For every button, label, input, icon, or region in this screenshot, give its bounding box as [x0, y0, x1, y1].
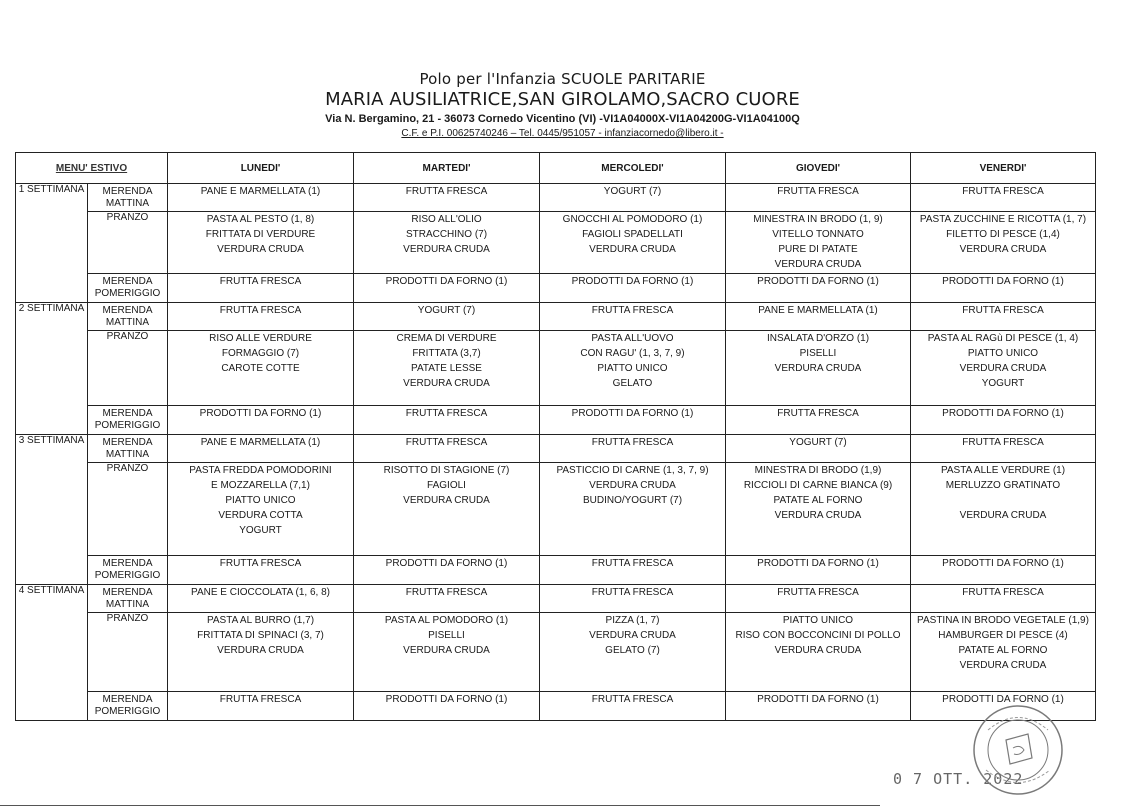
- menu-cell: [540, 406, 726, 435]
- dish: FRITTATA DI VERDURE: [205, 229, 316, 240]
- menu-cell: [168, 406, 354, 435]
- dish: FRUTTA FRESCA: [405, 186, 488, 197]
- dish: PASTICCIO DI CARNE (1, 3, 7, 9): [556, 465, 709, 476]
- menu-cell: [354, 556, 540, 585]
- dish: PASTA ZUCCHINE E RICOTTA (1, 7): [919, 214, 1087, 225]
- merenda-mattina-row: [16, 435, 1096, 463]
- menu-cell: [726, 406, 911, 435]
- menu-cell: [354, 463, 540, 556]
- dish: PRODOTTI DA FORNO (1): [571, 408, 694, 419]
- dish: PASTA ALLE VERDURE (1): [940, 465, 1066, 476]
- dish: PASTA FREDDA POMODORINI: [189, 465, 332, 476]
- dish: RICCIOLI DI CARNE BIANCA (9): [743, 480, 893, 491]
- dish: PISELLI: [428, 630, 465, 641]
- dish: FRITTATA (3,7): [412, 348, 481, 359]
- dish: PATATE LESSE: [411, 363, 482, 374]
- dish: VERDURA CRUDA: [403, 244, 490, 255]
- dish: PASTA AL RAGù DI PESCE (1, 4): [927, 333, 1079, 344]
- menu-cell: [726, 556, 911, 585]
- day-header: MERCOLEDI': [540, 153, 726, 184]
- menu-cell: [726, 274, 911, 303]
- dish: CAROTE COTTE: [221, 363, 300, 374]
- dish: FILETTO DI PESCE (1,4): [946, 229, 1060, 240]
- day-header: MARTEDI': [354, 153, 540, 184]
- dish: PRODOTTI DA FORNO (1): [757, 558, 879, 569]
- header-line-2: MARIA AUSILIATRICE,SAN GIROLAMO,SACRO CUORE: [325, 89, 800, 110]
- menu-cell: [168, 463, 354, 556]
- merenda-pomeriggio-row: [16, 274, 1096, 303]
- dish: GELATO (7): [605, 645, 660, 656]
- week-label: 4 SETTIMANA: [16, 585, 88, 721]
- pranzo-row: [16, 212, 1096, 274]
- menu-cell: [911, 585, 1096, 613]
- menu-cell: [911, 435, 1096, 463]
- menu-cell: [540, 274, 726, 303]
- menu-cell: [726, 585, 911, 613]
- dish: RISO CON BOCCONCINI DI POLLO: [735, 630, 901, 641]
- dish: PANE E MARMELLATA (1): [200, 437, 321, 448]
- received-date-stamp: 0 7 OTT. 2022: [893, 770, 1024, 788]
- meal-label-merenda-mattina: MERENDA MATTINA: [88, 184, 168, 212]
- menu-cell: [911, 406, 1096, 435]
- dish: CON RAGU' (1, 3, 7, 9): [580, 348, 685, 359]
- menu-cell: [540, 613, 726, 692]
- menu-cell: [354, 613, 540, 692]
- dish: PASTA AL PESTO (1, 8): [206, 214, 315, 225]
- dish: VERDURA CRUDA: [774, 259, 862, 270]
- dish: RISO ALLE VERDURE: [209, 333, 312, 344]
- dish: PASTA AL POMODORO (1): [384, 615, 509, 626]
- dish: FRUTTA FRESCA: [962, 587, 1044, 598]
- dish: PATATE AL FORNO: [773, 495, 863, 506]
- dish: YOGURT: [981, 378, 1025, 389]
- dish: VERDURA CRUDA: [774, 363, 862, 374]
- menu-cell: [354, 585, 540, 613]
- dish: PIATTO UNICO: [225, 495, 296, 506]
- menu-cell: [540, 212, 726, 274]
- dish: FRUTTA FRESCA: [591, 558, 674, 569]
- dish: FAGIOLI: [427, 480, 466, 491]
- menu-cell: [168, 613, 354, 692]
- dish: PATATE AL FORNO: [958, 645, 1048, 656]
- dish: [911, 493, 1095, 508]
- menu-cell: [540, 692, 726, 721]
- dish: FAGIOLI SPADELLATI: [582, 229, 683, 240]
- dish: VERDURA CRUDA: [217, 244, 304, 255]
- meal-label-merenda-mattina: MERENDA MATTINA: [88, 435, 168, 463]
- meal-label-pranzo: PRANZO: [88, 331, 168, 406]
- menu-cell: [354, 184, 540, 212]
- meal-label-merenda-pomeriggio: MERENDA POMERIGGIO: [88, 556, 168, 585]
- dish: VERDURA CRUDA: [774, 645, 862, 656]
- menu-cell: [354, 435, 540, 463]
- dish: FRUTTA FRESCA: [591, 694, 674, 705]
- dish: VERDURA CRUDA: [403, 495, 490, 506]
- dish: MINESTRA DI BRODO (1,9): [754, 465, 882, 476]
- dish: PRODOTTI DA FORNO (1): [385, 694, 508, 705]
- menu-cell: [168, 435, 354, 463]
- dish: PASTA ALL'UOVO: [591, 333, 674, 344]
- dish: PIZZA (1, 7): [605, 615, 660, 626]
- dish: E MOZZARELLA (7,1): [211, 480, 310, 491]
- dish: PRODOTTI DA FORNO (1): [571, 276, 694, 287]
- dish: FRUTTA FRESCA: [405, 587, 488, 598]
- dish: RISO ALL'OLIO: [411, 214, 482, 225]
- dish: FRUTTA FRESCA: [777, 186, 859, 197]
- meal-label-pranzo: PRANZO: [88, 613, 168, 692]
- dish: YOGURT (7): [417, 305, 476, 316]
- dish: FRUTTA FRESCA: [962, 305, 1044, 316]
- header-line-1: Polo per l'Infanzia SCUOLE PARITARIE: [419, 70, 706, 88]
- menu-cell: [540, 463, 726, 556]
- dish: FRUTTA FRESCA: [591, 437, 674, 448]
- menu-cell: [911, 463, 1096, 556]
- menu-cell: [168, 585, 354, 613]
- dish: FRUTTA FRESCA: [219, 694, 302, 705]
- dish: PRODOTTI DA FORNO (1): [942, 408, 1064, 419]
- pranzo-row: [16, 613, 1096, 692]
- menu-cell: [168, 274, 354, 303]
- dish: RISOTTO DI STAGIONE (7): [383, 465, 510, 476]
- dish: FRUTTA FRESCA: [219, 558, 302, 569]
- menu-cell: [354, 331, 540, 406]
- dish: FRUTTA FRESCA: [962, 186, 1044, 197]
- menu-cell: [540, 585, 726, 613]
- merenda-mattina-row: [16, 303, 1096, 331]
- dish: PRODOTTI DA FORNO (1): [942, 694, 1064, 705]
- merenda-pomeriggio-row: [16, 556, 1096, 585]
- merenda-pomeriggio-row: [16, 692, 1096, 721]
- day-header: GIOVEDI': [726, 153, 911, 184]
- dish: FRUTTA FRESCA: [591, 305, 674, 316]
- dish: FRUTTA FRESCA: [777, 587, 859, 598]
- dish: PIATTO UNICO: [597, 363, 668, 374]
- meal-label-pranzo: PRANZO: [88, 463, 168, 556]
- meal-label-merenda-pomeriggio: MERENDA POMERIGGIO: [88, 274, 168, 303]
- dish: YOGURT (7): [603, 186, 662, 197]
- menu-cell: [911, 184, 1096, 212]
- menu-cell: [911, 212, 1096, 274]
- dish: VERDURA CRUDA: [589, 630, 676, 641]
- dish: PIATTO UNICO: [782, 615, 854, 626]
- dish: MERLUZZO GRATINATO: [945, 480, 1061, 491]
- dish: FRITTATA DI SPINACI (3, 7): [197, 630, 324, 641]
- menu-cell: [168, 212, 354, 274]
- pranzo-row: [16, 331, 1096, 406]
- dish: VERDURA CRUDA: [959, 363, 1047, 374]
- dish: FRUTTA FRESCA: [962, 437, 1044, 448]
- dish: FRUTTA FRESCA: [777, 408, 859, 419]
- dish: FRUTTA FRESCA: [219, 276, 302, 287]
- official-seal: [968, 700, 1068, 800]
- menu-cell: [354, 274, 540, 303]
- menu-cell: [168, 303, 354, 331]
- week-label: 2 SETTIMANA: [16, 303, 88, 435]
- menu-cell: [540, 435, 726, 463]
- meal-label-merenda-mattina: MERENDA MATTINA: [88, 303, 168, 331]
- menu-cell: [354, 303, 540, 331]
- menu-cell: [168, 556, 354, 585]
- meal-label-merenda-pomeriggio: MERENDA POMERIGGIO: [88, 692, 168, 721]
- menu-cell: [911, 303, 1096, 331]
- header-contacts: C.F. e P.I. 00625740246 – Tel. 0445/951057 - infanziacornedo@libero.it -: [401, 128, 724, 139]
- menu-cell: [540, 303, 726, 331]
- menu-cell: [726, 212, 911, 274]
- dish: PURE DI PATATE: [778, 244, 858, 255]
- menu-cell: [726, 303, 911, 331]
- dish: VITELLO TONNATO: [772, 229, 864, 240]
- merenda-mattina-row: [16, 585, 1096, 613]
- pranzo-row: [16, 463, 1096, 556]
- dish: PASTINA IN BRODO VEGETALE (1,9): [917, 615, 1089, 626]
- menu-cell: [168, 184, 354, 212]
- dish: VERDURA CRUDA: [403, 645, 490, 656]
- week-label: 3 SETTIMANA: [16, 435, 88, 585]
- menu-cell: [911, 556, 1096, 585]
- dish: FORMAGGIO (7): [221, 348, 300, 359]
- merenda-pomeriggio-row: [16, 406, 1096, 435]
- header-address: Via N. Bergamino, 21 - 36073 Cornedo Vicentino (VI) -VI1A04000X-VI1A04200G-VI1A04100Q: [325, 113, 800, 125]
- dish: PRODOTTI DA FORNO (1): [385, 276, 508, 287]
- dish: PISELLI: [799, 348, 837, 359]
- dish: FRUTTA FRESCA: [591, 587, 674, 598]
- menu-cell: [911, 331, 1096, 406]
- dish: FRUTTA FRESCA: [405, 408, 488, 419]
- menu-cell: [168, 331, 354, 406]
- day-header: LUNEDI': [168, 153, 354, 184]
- dish: VERDURA CRUDA: [959, 244, 1047, 255]
- dish: PANE E MARMELLATA (1): [200, 186, 321, 197]
- meal-label-pranzo: PRANZO: [88, 212, 168, 274]
- table-header-row: [16, 153, 1096, 184]
- dish: FRUTTA FRESCA: [219, 305, 302, 316]
- dish: VERDURA COTTA: [218, 510, 303, 521]
- dish: VERDURA CRUDA: [774, 510, 862, 521]
- menu-cell: [354, 406, 540, 435]
- menu-cell: [911, 613, 1096, 692]
- menu-cell: [726, 692, 911, 721]
- menu-cell: [726, 463, 911, 556]
- menu-body: [16, 184, 1096, 721]
- dish: YOGURT (7): [789, 437, 847, 448]
- dish: PRODOTTI DA FORNO (1): [199, 408, 322, 419]
- menu-title: MENU' ESTIVO: [16, 153, 168, 184]
- menu-cell: [354, 692, 540, 721]
- dish: PASTA AL BURRO (1,7): [206, 615, 315, 626]
- dish: YOGURT: [239, 525, 282, 536]
- merenda-mattina-row: [16, 184, 1096, 212]
- menu-cell: [540, 556, 726, 585]
- meal-label-merenda-mattina: MERENDA MATTINA: [88, 585, 168, 613]
- dish: PANE E CIOCCOLATA (1, 6, 8): [191, 587, 330, 598]
- dish: PANE E MARMELLATA (1): [758, 305, 878, 316]
- dish: FRUTTA FRESCA: [405, 437, 488, 448]
- dish: GNOCCHI AL POMODORO (1): [562, 214, 703, 225]
- document-header: [0, 70, 1125, 141]
- dish: PRODOTTI DA FORNO (1): [757, 276, 879, 287]
- menu-cell: [540, 184, 726, 212]
- week-label: 1 SETTIMANA: [16, 184, 88, 303]
- dish: PRODOTTI DA FORNO (1): [942, 276, 1064, 287]
- dish: VERDURA CRUDA: [403, 378, 490, 389]
- menu-cell: [726, 331, 911, 406]
- dish: PRODOTTI DA FORNO (1): [757, 694, 879, 705]
- menu-cell: [540, 331, 726, 406]
- dish: VERDURA CRUDA: [217, 645, 304, 656]
- meal-label-merenda-pomeriggio: MERENDA POMERIGGIO: [88, 406, 168, 435]
- menu-table: [15, 152, 1096, 721]
- dish: PIATTO UNICO: [967, 348, 1039, 359]
- menu-cell: [354, 212, 540, 274]
- dish: CREMA DI VERDURE: [396, 333, 497, 344]
- dish: MINESTRA IN BRODO (1, 9): [753, 214, 883, 225]
- dish: STRACCHINO (7): [405, 229, 488, 240]
- day-header: VENERDI': [911, 153, 1096, 184]
- dish: VERDURA CRUDA: [589, 480, 676, 491]
- dish: HAMBURGER DI PESCE (4): [938, 630, 1068, 641]
- page-bottom-rule: [0, 805, 880, 806]
- menu-cell: [726, 184, 911, 212]
- dish: PRODOTTI DA FORNO (1): [385, 558, 508, 569]
- dish: VERDURA CRUDA: [959, 510, 1047, 521]
- dish: VERDURA CRUDA: [589, 244, 676, 255]
- dish: VERDURA CRUDA: [959, 660, 1047, 671]
- menu-cell: [911, 274, 1096, 303]
- dish: PRODOTTI DA FORNO (1): [942, 558, 1064, 569]
- dish: GELATO: [612, 378, 653, 389]
- dish: BUDINO/YOGURT (7): [582, 495, 683, 506]
- menu-cell: [168, 692, 354, 721]
- dish: INSALATA D'ORZO (1): [766, 333, 870, 344]
- menu-cell: [726, 435, 911, 463]
- menu-cell: [726, 613, 911, 692]
